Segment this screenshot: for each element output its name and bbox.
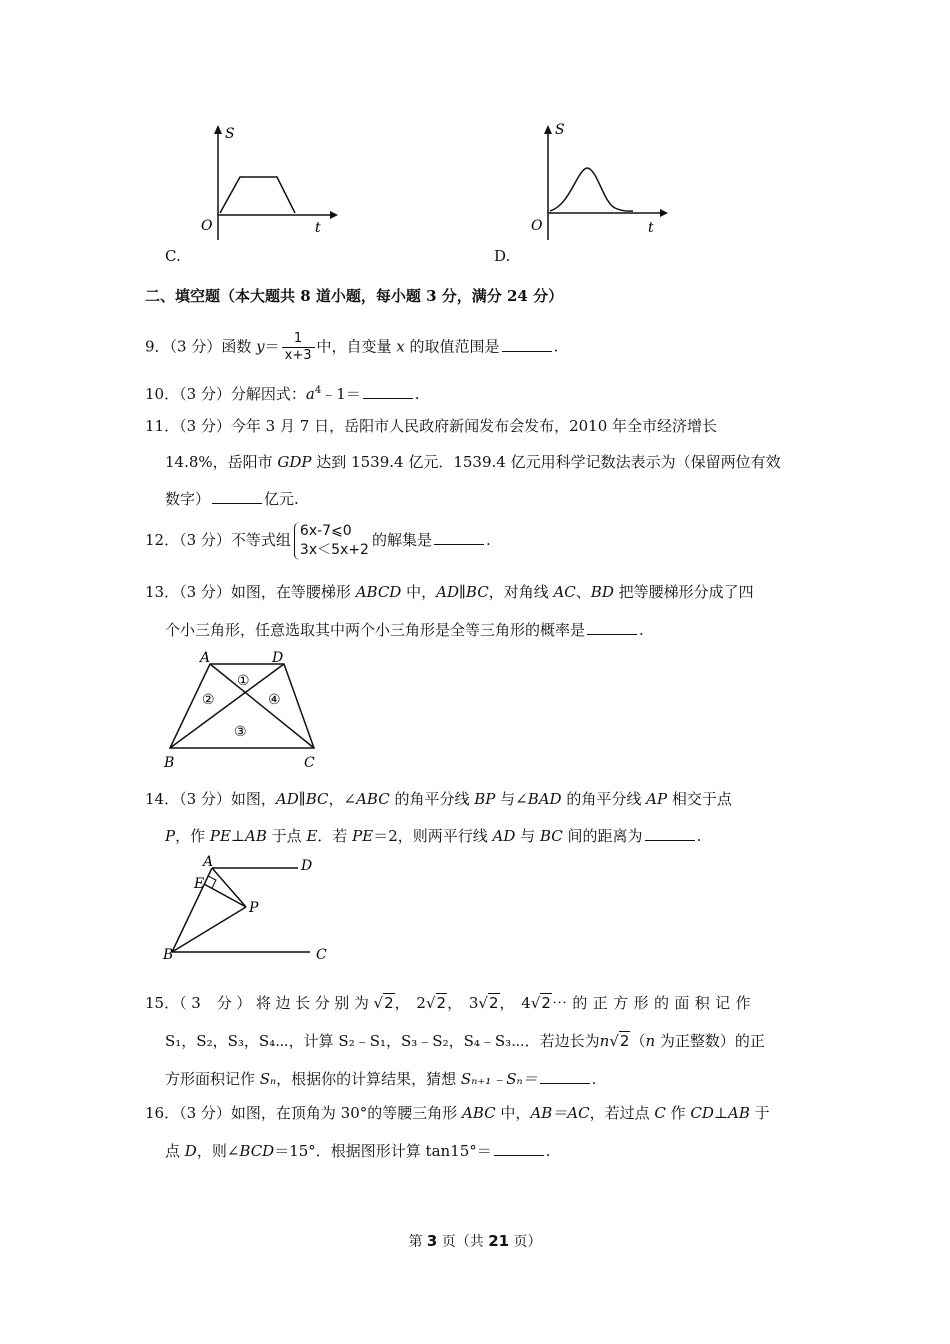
q14-e: E [306, 827, 318, 845]
q15-sqrt-3: √2 [478, 994, 499, 1012]
question-10 [145, 381, 420, 404]
q16-d: D [184, 1142, 197, 1160]
question-15-line1: 15．（3 分）将边长分别为√2， 2√2， 3√2， 4√2⋯的正方形的面积记作 [145, 994, 756, 1012]
q11-number: 11． [145, 417, 180, 435]
q15-radicand-n: 2 [619, 1032, 630, 1050]
question-12 [145, 522, 491, 560]
q14-label-d: D [301, 858, 313, 874]
q13-label-d: D [272, 650, 284, 666]
q13-adbc: AD∥BC [436, 583, 489, 601]
q13-bd: BD [590, 583, 614, 601]
q14-label-p: P [249, 900, 259, 916]
q14-line1a: （3 分）如图， [179, 790, 276, 808]
q14-bp: BP [474, 790, 496, 808]
footer-mid: 页（共 [437, 1234, 489, 1250]
q14-line2f: 间的距离为 [562, 827, 643, 845]
q12-inequality-1: 6x-7⩽0 [299, 523, 352, 539]
q15-line3b: ，根据你的计算结果，猜想 [276, 1070, 461, 1088]
q15-sqrt-n: √2 [609, 1032, 630, 1050]
q13-line2: 个小三角形，任意选取其中两个小三角形是全等三角形的概率是 [165, 621, 586, 639]
q9-text: （3 分）函数 [169, 337, 257, 356]
q10-number: 10． [145, 385, 180, 403]
q11-answer-blank[interactable] [212, 488, 262, 504]
q13-region-1: ① [237, 673, 250, 689]
footer-total-pages: 21 [488, 1232, 510, 1250]
q15-line2b: （ [630, 1032, 646, 1050]
q10-var-a: a [305, 385, 315, 403]
q14-line1f: 相交于点 [667, 790, 732, 808]
q16-line1b: 中， [495, 1104, 531, 1122]
q9-end: . [553, 337, 559, 356]
q12-tail: 的解集是 [371, 531, 432, 549]
question-14-line1 [145, 789, 732, 809]
q14-line2d: ＝2，则两平行线 [373, 827, 493, 845]
question-14-line2 [165, 825, 701, 846]
q12-end: . [485, 531, 491, 549]
graph-d [515, 120, 675, 240]
q15-radicand-4: 2 [541, 994, 551, 1012]
q15-sn: Sₙ [259, 1070, 277, 1088]
q16-line1e: 于 [749, 1104, 770, 1122]
q14-line2a: ，作 [175, 827, 210, 845]
q16-line2c: ＝15°．根据图形计算 tan15°＝ [274, 1142, 492, 1160]
q9-numerator: 1 [282, 331, 315, 348]
q15-n2: n [645, 1032, 656, 1050]
q14-abc: ABC [356, 790, 390, 808]
q15-end: . [591, 1070, 597, 1088]
question-11-line2 [165, 452, 781, 472]
q11-line2a: 14.8%，岳阳市 [165, 453, 278, 471]
q14-ap: AP [646, 790, 668, 808]
q14-ad: AD [492, 827, 516, 845]
q14-end: . [696, 827, 702, 845]
q15-radicand-3: 2 [488, 994, 499, 1012]
q16-abc: ABC [462, 1104, 496, 1122]
graph-d-origin: O [531, 218, 543, 234]
q13-line1b: 中， [401, 583, 437, 601]
q14-line2b: 于点 [266, 827, 307, 845]
q16-line2b: ，则∠ [196, 1142, 240, 1160]
q11-line3b: 亿元. [264, 490, 299, 508]
page-footer [0, 1231, 950, 1251]
q13-end: . [639, 621, 644, 639]
q16-answer-blank[interactable] [494, 1140, 544, 1156]
q15-radicand-2: 2 [436, 994, 447, 1012]
q13-label-a: A [200, 650, 211, 666]
q14-label-a: A [203, 854, 214, 870]
q15-line3a: 方形面积记作 [165, 1070, 260, 1088]
q13-region-2: ② [202, 692, 215, 708]
q9-fraction [282, 331, 315, 364]
q14-p: P [165, 827, 176, 845]
q10-exponent: 4 [314, 385, 322, 396]
q13-line1a: （3 分）如图，在等腰梯形 [179, 583, 356, 601]
graph-c-label: C. [165, 247, 181, 265]
q10-rest: ﹣1＝ [321, 385, 361, 403]
q15-n: n [599, 1032, 610, 1050]
q11-gdp: GDP [277, 453, 312, 471]
q15-coef-4: 4 [521, 994, 531, 1012]
q15-formula: Sₙ₊₁﹣Sₙ＝ [460, 1070, 538, 1088]
q14-bc: BC [539, 827, 563, 845]
q9-mid: 中，自变量 [316, 337, 397, 356]
footer-page-number: 3 [426, 1232, 438, 1250]
q15-radicand-1: 2 [384, 994, 394, 1012]
q16-end: . [545, 1142, 551, 1160]
q16-line1d: 作 [665, 1104, 691, 1122]
q13-ac: AC [553, 583, 576, 601]
q13-trapezoid-figure [160, 648, 335, 773]
q15-coef-2: 2 [416, 994, 426, 1012]
q14-adbc: AD∥BC [275, 790, 329, 808]
q15-sqrt-4: √2 [530, 994, 551, 1012]
question-16-line1 [145, 1103, 770, 1123]
q15-line2a: S₁，S₂，S₃，S₄⋯，计算 S₂﹣S₁，S₃﹣S₂，S₄﹣S₃⋯．若边长为 [165, 1032, 600, 1050]
q12-inequality-2: 3x＜5x+2 [299, 542, 369, 558]
q16-number: 16． [145, 1104, 180, 1122]
q11-line2b: 达到 1539.4 亿元．1539.4 亿元用科学记数法表示为（保留两位有效 [311, 453, 781, 471]
graph-c-axis-t: t [315, 220, 321, 236]
q12-text: （3 分）不等式组 [179, 531, 291, 549]
q13-answer-blank[interactable] [587, 619, 637, 635]
q14-line2e: 与 [515, 827, 540, 845]
q15-line1b: ⋯的正方形的面积记作 [551, 994, 756, 1012]
q13-label-c: C [304, 755, 315, 771]
q12-number: 12． [145, 531, 180, 549]
q16-line2a: 点 [165, 1142, 185, 1160]
q14-line1e: 的角平分线 [561, 790, 647, 808]
q10-text: （3 分）分解因式： [179, 385, 306, 403]
question-11-line3 [165, 488, 299, 509]
q15-coef-3: 3 [468, 994, 479, 1012]
graph-d-label: D. [494, 247, 511, 265]
q15-number: 15． [145, 994, 180, 1012]
question-15-line3 [165, 1068, 596, 1089]
q14-pe: PE [352, 827, 374, 845]
graph-c-axis-s: S [225, 126, 235, 142]
graph-d-axis-s: S [555, 122, 565, 138]
q14-peab: PE⊥AB [209, 827, 267, 845]
q13-number: 13． [145, 583, 180, 601]
q16-abac: AB＝AC [530, 1104, 590, 1122]
q9-var-y: y [256, 337, 265, 356]
q15-line1a: （3 分）将边长分别为 [179, 994, 374, 1012]
q14-label-e: E [194, 876, 205, 892]
q15-sqrt-1: √2 [373, 994, 394, 1012]
question-13-line2 [165, 619, 644, 640]
graph-d-axis-t: t [648, 220, 654, 236]
q16-line1a: （3 分）如图，在顶角为 30°的等腰三角形 [179, 1104, 463, 1122]
q14-parallel-lines-figure [160, 852, 345, 967]
q13-abcd: ABCD [355, 583, 402, 601]
footer-pre: 第 [408, 1234, 427, 1250]
question-13-line1 [145, 582, 754, 602]
q9-number: 9． [145, 337, 170, 356]
q9-answer-blank[interactable] [502, 336, 552, 352]
q13-line1e: 把等腰梯形分成了四 [613, 583, 754, 601]
q11-line1: （3 分）今年 3 月 7 日，岳阳市人民政府新闻发布会发布，2010 年全市经济增长 [179, 417, 718, 435]
q14-label-b: B [163, 947, 174, 963]
section-title: 二、填空题（本大题共 8 道小题，每小题 3 分，满分 24 分） [145, 287, 564, 305]
graph-c-origin: O [201, 218, 213, 234]
q16-bcd: BCD [239, 1142, 275, 1160]
q16-line1c: ，若过点 [589, 1104, 655, 1122]
q16-cdab: CD⊥AB [690, 1104, 750, 1122]
q15-sqrt-2: √2 [425, 994, 447, 1012]
q9-eq: ＝ [264, 337, 280, 356]
q9-tail: 的取值范围是 [404, 337, 500, 356]
q10-answer-blank[interactable] [363, 383, 413, 399]
question-9 [145, 331, 558, 364]
q14-bad: BAD [527, 790, 562, 808]
q13-line1d: 、 [575, 583, 591, 601]
q14-line1d: 与∠ [495, 790, 528, 808]
q14-line1b: ，∠ [328, 790, 357, 808]
q13-region-4: ④ [268, 692, 281, 708]
q11-line3a: 数字） [165, 490, 211, 508]
q15-line2c: 为正整数）的正 [655, 1032, 765, 1050]
graph-c [185, 120, 345, 240]
q13-label-b: B [164, 755, 175, 771]
q15-answer-blank[interactable] [540, 1068, 590, 1084]
q14-number: 14． [145, 790, 180, 808]
q13-region-3: ③ [234, 724, 247, 740]
q9-denominator: x+3 [284, 348, 312, 363]
q13-line1c: ，对角线 [488, 583, 554, 601]
q9-var-x: x [396, 337, 405, 356]
question-11-line1 [145, 416, 717, 436]
q14-line2c: ．若 [317, 827, 353, 845]
q14-answer-blank[interactable] [645, 825, 695, 841]
q14-label-c: C [316, 947, 327, 963]
q10-end: . [414, 385, 420, 403]
q12-answer-blank[interactable] [434, 529, 484, 545]
question-15-line2 [165, 1031, 765, 1051]
question-16-line2 [165, 1140, 551, 1161]
q16-c: C [654, 1104, 666, 1122]
footer-post: 页） [509, 1234, 542, 1250]
q14-line1c: 的角平分线 [389, 790, 475, 808]
q12-inequality-system [294, 522, 369, 560]
